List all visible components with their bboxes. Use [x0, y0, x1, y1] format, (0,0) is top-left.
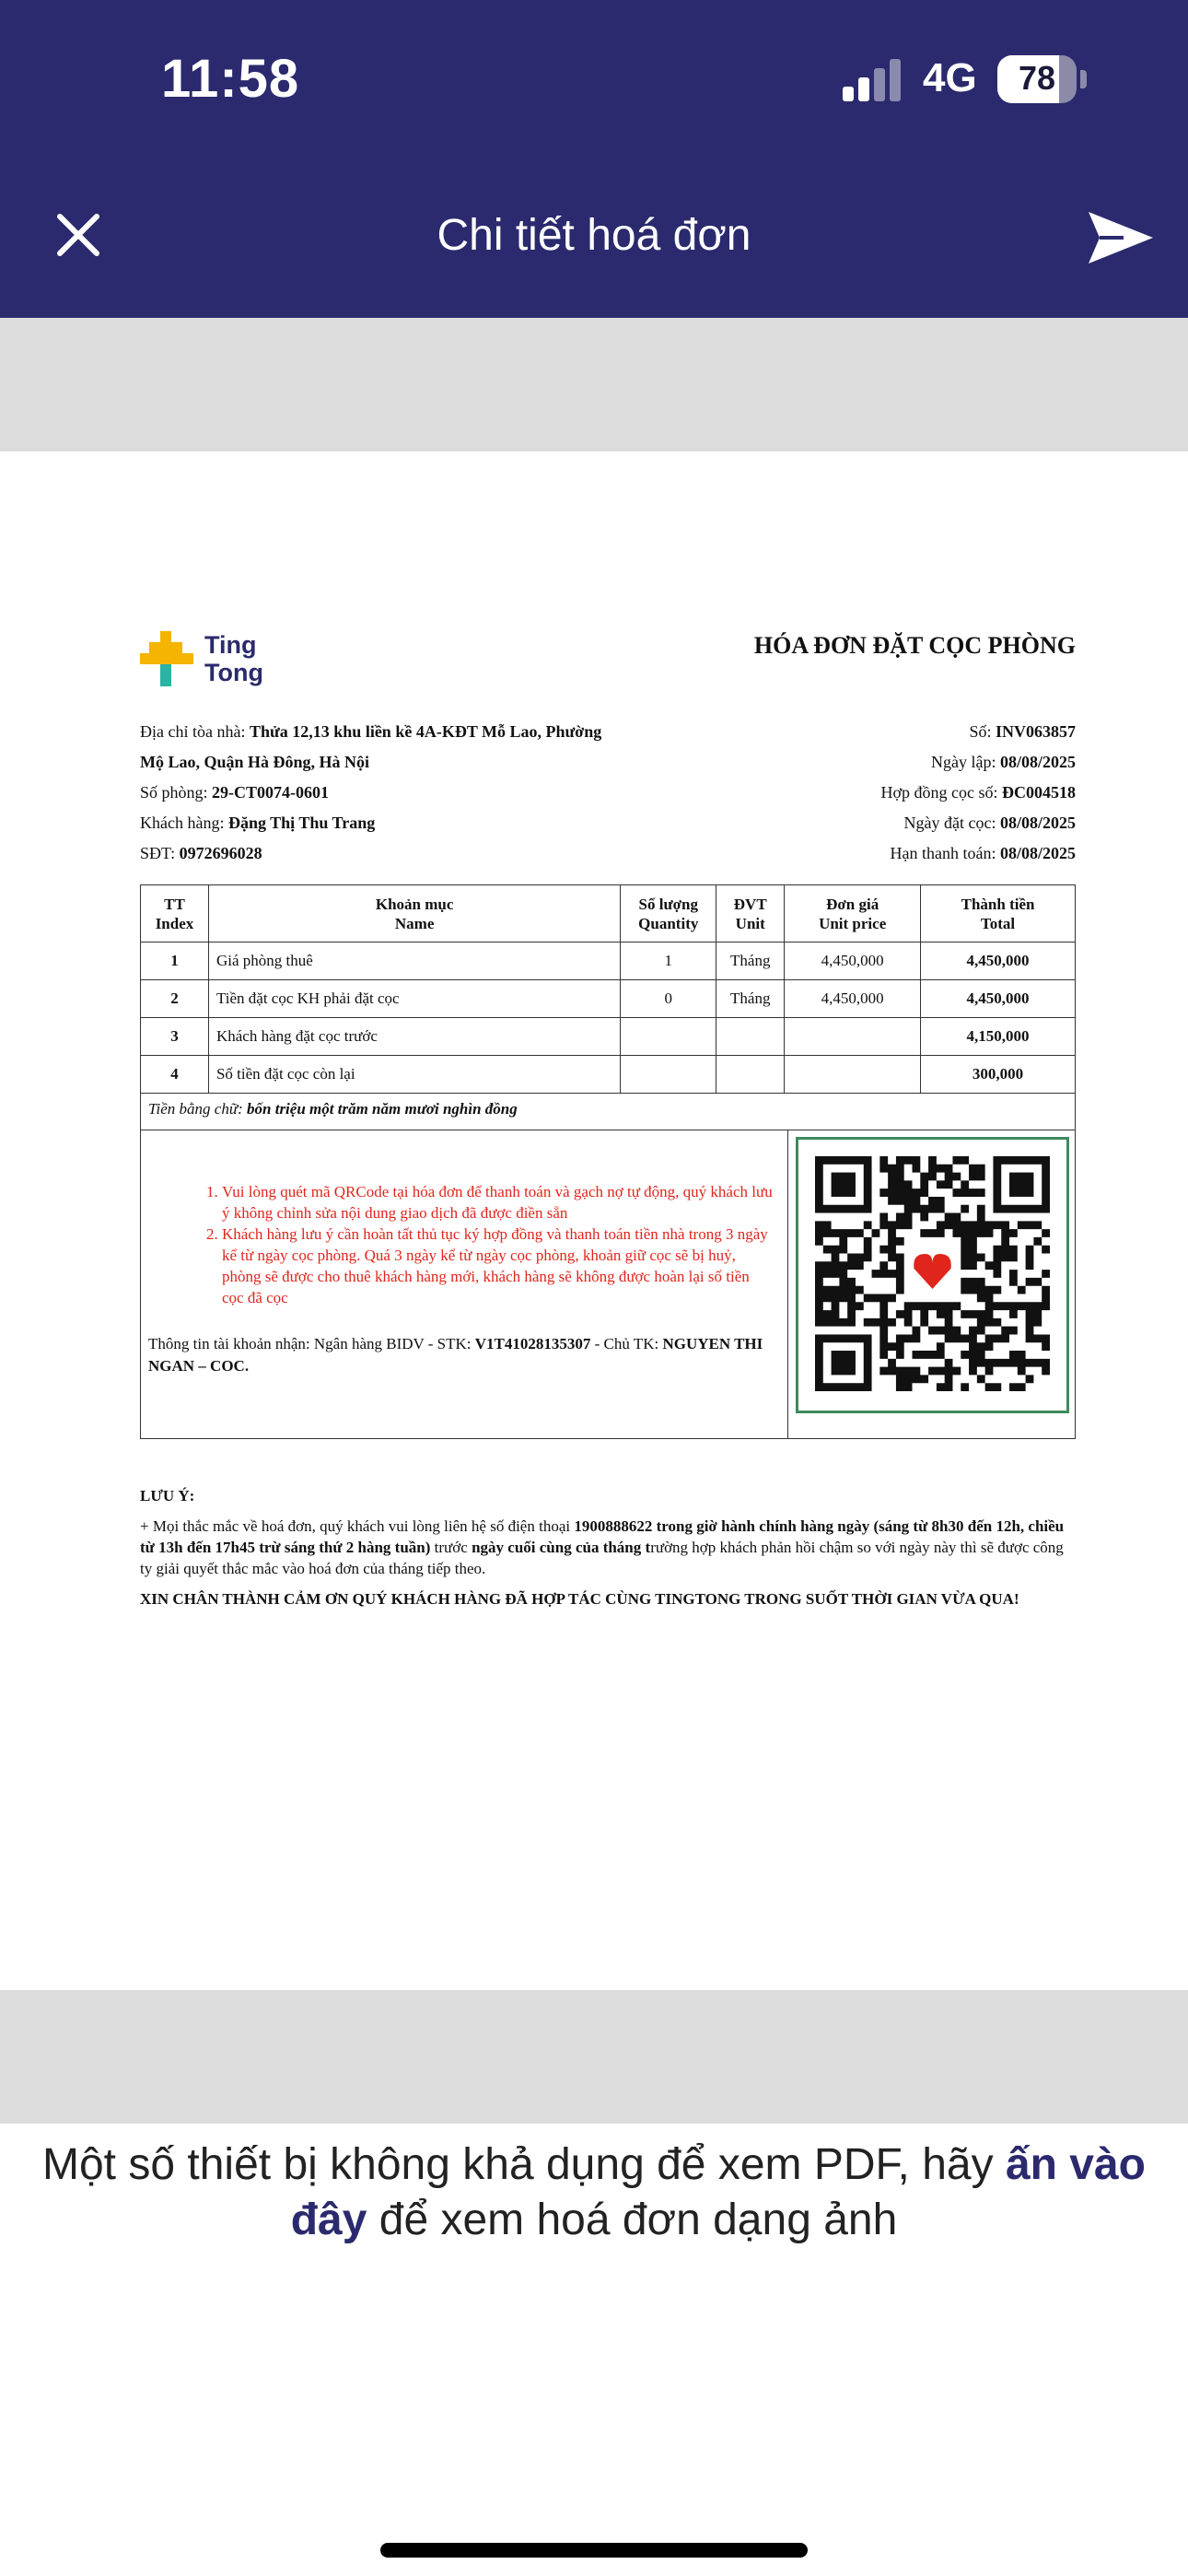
pdf-fallback-message: Một số thiết bị không khả dụng để xem PDF, hãy ấn vào đây để xem hoá đơn dạng ảnh — [42, 2140, 1146, 2244]
header-quantity: Số lượng Quantity — [621, 885, 716, 943]
app-header — [0, 0, 1188, 318]
remark-text: + Mọi thắc mắc về hoá đơn, quý khách vui lòng liên hệ số điện thoại 1900888622 trong giờ hành chính hàng ngày (sáng từ 8h30 đến 12h, chiều từ 13h đến 17h45 trừ sáng thứ 2 hàng tuần) trước ngày cuối cùng của tháng trường hợp khách phản hồi chậm so với ngày này thì sẽ được công ty giải quyết thắc mắc vào hoá đơn của tháng tiếp theo. — [140, 1517, 1065, 1577]
note-item: 1. Vui lòng quét mã QRCode tại hóa đơn để thanh toán và gạch nợ tự động, quý khách lưu ý không chỉnh sửa nội dung giao dịch đã được điền sẵn — [222, 1181, 775, 1224]
battery-level: 78 — [1018, 59, 1056, 97]
invoice-pdf-page[interactable] — [0, 451, 1188, 1990]
address-line-2: Mộ Lao, Quận Hà Đông, Hà Nội — [140, 753, 370, 771]
page-title: Chi tiết hoá đơn — [437, 211, 751, 260]
bank-info: Thông tin tài khoản nhận: Ngân hàng BIDV - STK: V1T41028135307 - Chủ TK: NGUYEN THI NGAN – COC. — [148, 1335, 763, 1375]
send-icon — [1087, 208, 1155, 267]
table-row: 4 Số tiền đặt cọc còn lại 300,000 — [141, 1056, 1076, 1094]
invoice-items-table — [140, 884, 1076, 1094]
notes-list — [185, 1181, 775, 1308]
invoice-number: Số: INV063857 — [969, 722, 1076, 741]
tingtong-logo — [140, 631, 297, 696]
header-unit-price: Đơn giá Unit price — [785, 885, 921, 943]
logo-text-tong: Tong — [204, 659, 263, 686]
deposit-date: Ngày đặt cọc: 08/08/2025 — [903, 814, 1076, 832]
signal-icon — [843, 59, 903, 101]
network-type: 4G — [923, 55, 977, 100]
phone-line: SĐT: 0972696028 — [140, 844, 262, 862]
header-name: Khoản mục Name — [208, 885, 620, 943]
home-indicator[interactable] — [380, 2543, 808, 2558]
amount-in-words: Tiền bằng chữ: bốn triệu một trăm năm mươi nghìn đồng — [140, 1092, 1076, 1130]
invoice-title: HÓA ĐƠN ĐẶT CỌC PHÒNG — [753, 632, 1076, 659]
notes-section — [141, 1130, 788, 1438]
remark-title: LƯU Ý: — [140, 1487, 195, 1505]
status-time: 11:58 — [161, 49, 300, 109]
logo-icon — [140, 631, 201, 692]
payment-notes-box — [140, 1130, 1076, 1439]
viewer-margin-bottom — [0, 1990, 1188, 2124]
viewer-margin-top — [0, 318, 1188, 451]
header-index: TT Index — [141, 885, 209, 943]
header-unit: ĐVT Unit — [716, 885, 785, 943]
send-button[interactable] — [1087, 208, 1155, 267]
contract-number: Hợp đồng cọc số: ĐC004518 — [880, 783, 1076, 802]
battery-cap — [1080, 70, 1087, 88]
qr-code-icon — [815, 1156, 1050, 1391]
issue-date: Ngày lập: 08/08/2025 — [931, 753, 1076, 771]
battery-icon — [997, 55, 1077, 103]
header-total: Thành tiền Total — [921, 885, 1076, 943]
table-row: 1 Giá phòng thuê 1 Tháng 4,450,000 4,450,000 — [141, 943, 1076, 980]
thanks-text: XIN CHÂN THÀNH CẢM ƠN QUÝ KHÁCH HÀNG ĐÃ HỢP TÁC CÙNG TINGTONG TRONG SUỐT THỜI GIAN VỪA QUA! — [140, 1590, 1019, 1608]
invoice-info-right — [689, 717, 1076, 869]
logo-text-ting: Ting — [204, 631, 257, 659]
table-row: 3 Khách hàng đặt cọc trước 4,150,000 — [141, 1018, 1076, 1056]
remark-section — [140, 1485, 1076, 1619]
table-header-row — [141, 885, 1076, 943]
payment-qr-code — [796, 1137, 1069, 1413]
view-as-image-link[interactable]: ấn vào đây — [290, 2140, 1146, 2244]
customer-line: Khách hàng: Đặng Thị Thu Trang — [140, 814, 376, 832]
table-row: 2 Tiền đặt cọc KH phải đặt cọc 0 Tháng 4,450,000 4,450,000 — [141, 980, 1076, 1018]
due-date: Hạn thanh toán: 08/08/2025 — [890, 844, 1076, 862]
invoice-info-left — [140, 717, 693, 869]
note-item: 2. Khách hàng lưu ý cần hoàn tất thủ tục ký hợp đồng và thanh toán tiền nhà trong 3 ngày kể từ ngày cọc phòng. Quá 3 ngày kể từ ngày cọc phòng, khoản giữ cọc sẽ bị huỷ, phòng sẽ được cho thuê khách hàng mới, khách hàng sẽ không được hoàn lại số tiền cọc đã cọc — [222, 1224, 775, 1308]
address-line: Địa chỉ tòa nhà: Thửa 12,13 khu liền kề 4A-KĐT Mỗ Lao, Phường — [140, 722, 602, 741]
room-line: Số phòng: 29-CT0074-0601 — [140, 783, 330, 802]
